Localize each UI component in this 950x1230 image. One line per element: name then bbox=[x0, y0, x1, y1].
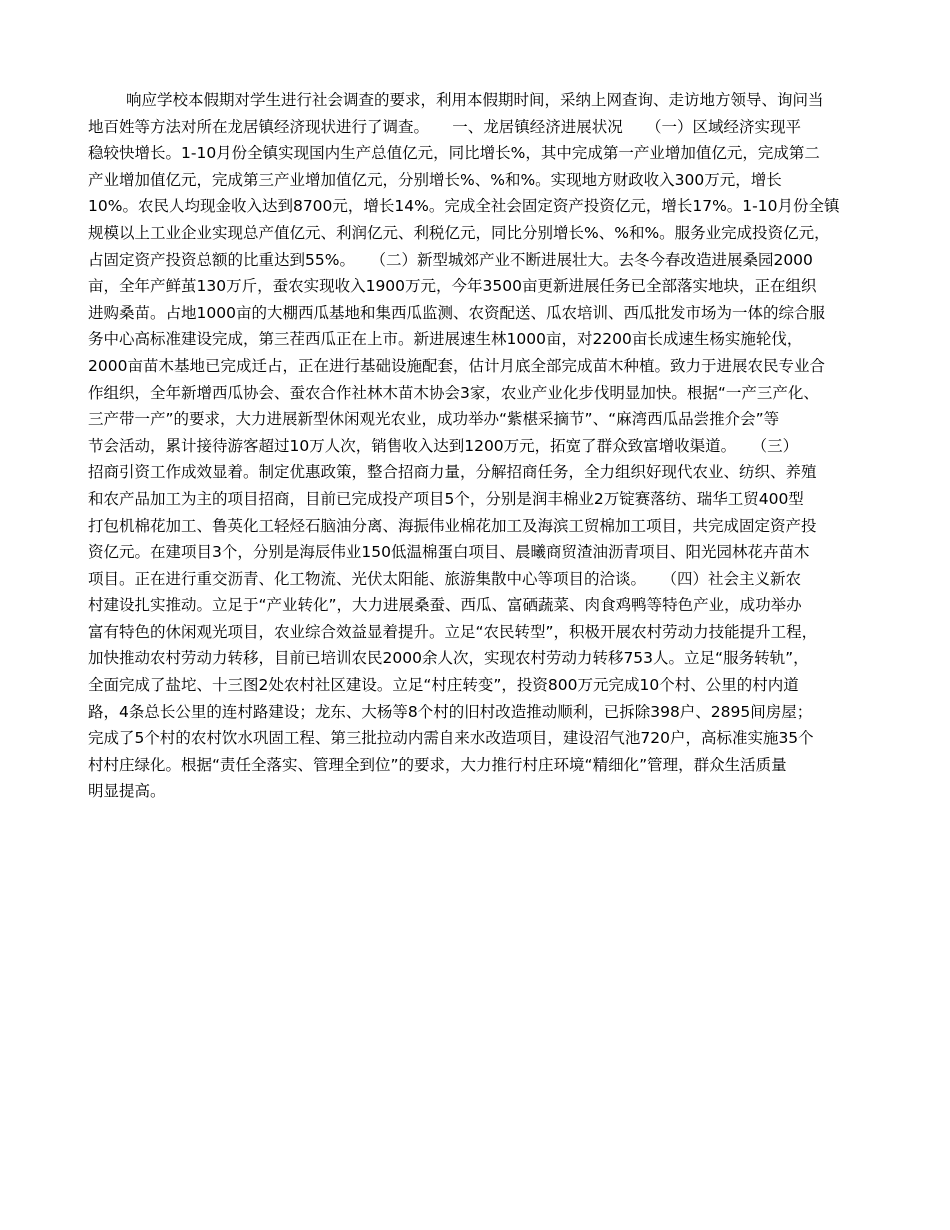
text-line: 村村庄绿化。根据“责任全落实、管理全到位”的要求，大力推行村庄环境“精细化”管理，群众生活质量 bbox=[88, 755, 787, 774]
text-line: 完成了5个村的农村饮水巩固工程、第三批拉动内需自来水改造项目，建设沼气池720户，高标准实施35个 bbox=[88, 729, 814, 748]
text-line: 资亿元。在建项目3个，分别是海辰伟业150低温棉蛋白项目、晨曦商贸渣油沥青项目、阳光园林花卉苗木 bbox=[88, 543, 810, 562]
text-line: 地百姓等方法对所在龙居镇经济现状进行了调查。 一、龙居镇经济进展状况 （一）区域经济实现平 bbox=[88, 117, 802, 136]
text-line: 规模以上工业企业实现总产值亿元、利润亿元、利税亿元，同比分别增长%、%和%。服务业完成投资亿元， bbox=[88, 223, 830, 242]
body-text bbox=[88, 87, 866, 805]
text-line: 加快推动农村劳动力转移，目前已培训农民2000余人次，实现农村劳动力转移753人。立足“服务转轨”， bbox=[88, 649, 809, 668]
text-line: 响应学校本假期对学生进行社会调查的要求，利用本假期时间，采纳上网查询、走访地方领导、询问当 bbox=[126, 91, 824, 109]
text-line: 村建设扎实推动。立足于“产业转化”，大力进展桑蚕、西瓜、富硒蔬菜、肉食鸡鸭等特色产业，成功举办 bbox=[88, 596, 802, 615]
text-line: 10%。农民人均现金收入达到8700元，增长14%。完成全社会固定资产投资亿元，增长17%。1-10月份全镇 bbox=[88, 197, 840, 216]
text-line: 明显提高。 bbox=[88, 782, 166, 801]
text-line: 招商引资工作成效显着。制定优惠政策，整合招商力量，分解招商任务，全力组织好现代农业、纺织、养殖 bbox=[88, 463, 817, 482]
text-line: 进购桑苗。占地1000亩的大棚西瓜基地和集西瓜监测、农资配送、瓜农培训、西瓜批发市场为一体的综合服 bbox=[88, 303, 825, 322]
text-line: 打包机棉花加工、鲁英化工轻烃石脑油分离、海振伟业棉花加工及海滨工贸棉加工项目，共完成固定资产投 bbox=[88, 516, 817, 535]
text-line: 作组织，全年新增西瓜协会、蚕农合作社林木苗木协会3家，农业产业化步伐明显加快。根据“一产三产化、 bbox=[88, 383, 819, 402]
text-line: 路，4条总长公里的连村路建设；龙东、大杨等8个村的旧村改造推动顺利，已拆除398户、2895间房屋； bbox=[88, 702, 813, 721]
text-line: 务中心高标准建设完成，第三茬西瓜正在上市。新进展速生林1000亩，对2200亩长成速生杨实施轮伐， bbox=[88, 330, 803, 349]
text-line: 稳较快增长。1-10月份全镇实现国内生产总值亿元，同比增长%，其中完成第一产业增加值亿元，完成第二 bbox=[88, 144, 820, 163]
text-line: 占固定资产投资总额的比重达到55%。 （二）新型城郊产业不断进展壮大。去冬今春改造进展桑园2000 bbox=[88, 250, 813, 269]
text-line: 三产带一产”的要求，大力进展新型休闲观光农业，成功举办“紫椹采摘节”、“麻湾西瓜品尝推介会”等 bbox=[88, 410, 780, 429]
text-line: 2000亩苗木基地已完成迁占，正在进行基础设施配套，估计月底全部完成苗木种植。致力于进展农民专业合 bbox=[88, 356, 825, 375]
text-line: 富有特色的休闲观光项目，农业综合效益显着提升。立足“农民转型”，积极开展农村劳动力技能提升工程， bbox=[88, 622, 818, 641]
text-line: 项目。正在进行重交沥青、化工物流、光伏太阳能、旅游集散中心等项目的洽谈。 （四）社会主义新农 bbox=[88, 569, 802, 588]
text-line: 亩，全年产鲜茧130万斤，蚕农实现收入1900万元，今年3500亩更新进展任务已全部落实地块，正在组织 bbox=[88, 277, 817, 296]
text-line: 和农产品加工为主的项目招商，目前已完成投产项目5个，分别是润丰棉业2万锭赛落纺、瑞华工贸400型 bbox=[88, 489, 804, 508]
text-line: 全面完成了盐坨、十三图2处农村社区建设。立足“村庄转变”，投资800万元完成10个村、公里的村内道 bbox=[88, 676, 799, 695]
text-line: 节会活动，累计接待游客超过10万人次，销售收入达到1200万元，拓宽了群众致富增收渠道。 （三） bbox=[88, 436, 799, 455]
text-line: 产业增加值亿元，完成第三产业增加值亿元，分别增长%、%和%。实现地方财政收入300万元，增长 bbox=[88, 170, 782, 189]
